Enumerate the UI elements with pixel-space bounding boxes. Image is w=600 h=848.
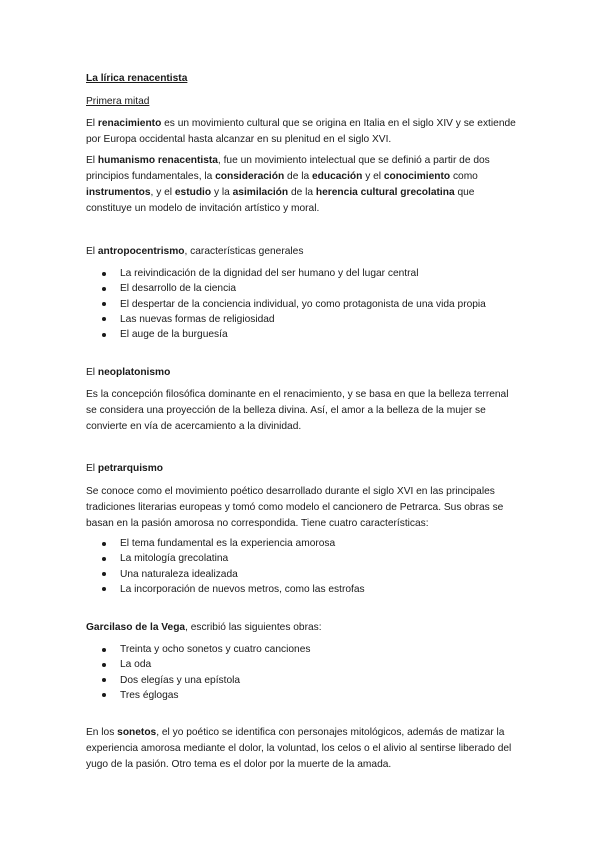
text-run: , características generales — [184, 246, 304, 257]
text-run: de la — [288, 187, 316, 198]
list-item: Las nuevas formas de religiosidad — [86, 312, 522, 327]
bold-term: estudio — [174, 187, 212, 198]
text-run: que constituye un modelo de invitación artístico y moral. — [86, 187, 475, 214]
list-antropocentrismo — [86, 266, 522, 342]
list-item: El auge de la burguesía — [86, 327, 522, 342]
text-run: , escribió las siguientes obras: — [185, 622, 322, 633]
section-heading-primera-mitad — [86, 94, 522, 110]
text-run: El — [86, 463, 98, 474]
list-petrarquismo — [86, 536, 522, 597]
paragraph-neoplatonismo: Es la concepción filosófica dominante en el renacimiento, y se basa en que la belleza terrenal se considera una proyección de la belleza divina. Así, el amor a la belleza de la mujer se convierte en vía de acercamiento a la divinidad. — [86, 389, 509, 432]
bold-term: consideración — [215, 171, 285, 182]
list-item: La reivindicación de la dignidad del ser humano y del lugar central — [86, 266, 522, 281]
heading-neoplatonismo — [86, 365, 522, 381]
list-item: La mitología grecolatina — [86, 551, 522, 566]
text-run: El — [86, 155, 98, 166]
subtitle-text: Primera mitad — [86, 96, 150, 107]
bold-term: renacimiento — [97, 118, 162, 129]
heading-garcilaso — [86, 620, 522, 636]
list-item: La oda — [86, 657, 522, 672]
paragraph-humanismo — [86, 153, 522, 217]
document-title — [86, 71, 522, 87]
bold-term: neoplatonismo — [97, 367, 171, 378]
list-item: Dos elegías y una epístola — [86, 673, 522, 688]
title-text: La lírica renacentista — [86, 73, 188, 84]
list-item: El desarrollo de la ciencia — [86, 281, 522, 296]
bold-term: sonetos — [117, 727, 157, 738]
list-garcilaso — [86, 642, 522, 703]
text-run: y la — [211, 187, 233, 198]
heading-antropocentrismo — [86, 244, 522, 260]
bold-term: instrumentos — [86, 187, 151, 198]
text-run: En los — [86, 727, 118, 738]
list-item: Treinta y ocho sonetos y cuatro canciones — [86, 642, 522, 657]
list-item: El tema fundamental es la experiencia amorosa — [86, 536, 522, 551]
text-run: , y el — [150, 187, 175, 198]
list-item: Tres églogas — [86, 688, 522, 703]
text-run: de la — [284, 171, 312, 182]
paragraph-petrarquismo: Se conoce como el movimiento poético desarrollado durante el siglo XVI en las principales tradiciones literarias europeas y tomó como modelo el cancionero de Petrarca. Sus obras se basan en la pasión amorosa no correspondida. Tiene cuatro características: — [86, 486, 504, 529]
bold-term: asimilación — [232, 187, 289, 198]
text-run: como — [450, 171, 478, 182]
bold-term: herencia cultural grecolatina — [315, 187, 455, 198]
bold-term: educación — [311, 171, 363, 182]
paragraph-renacimiento — [86, 116, 522, 148]
list-item: Una naturaleza idealizada — [86, 567, 522, 582]
paragraph-sonetos — [86, 725, 522, 773]
heading-petrarquismo — [86, 461, 522, 477]
text-run: , el yo poético se identifica con personajes mitológicos, además de matizar la experiencia amorosa mediante el dolor, la voluntad, los celos o el alivio al sentirse liberado del yugo de la pasión. Otro tema es el dolor por la muerte de la amada. — [86, 727, 512, 770]
text-run: y el — [362, 171, 384, 182]
bold-term: Garcilaso de la Vega — [86, 622, 186, 633]
bold-term: conocimiento — [383, 171, 451, 182]
text-run: es un movimiento cultural que se origina en Italia en el siglo XIV y se extiende por Europa occidental hasta alcanzar en su plenitud en el siglo XVI. — [86, 118, 516, 145]
list-item: La incorporación de nuevos metros, como las estrofas — [86, 582, 522, 597]
text-run: El — [86, 118, 98, 129]
bold-term: petrarquismo — [97, 463, 163, 474]
bold-term: humanismo renacentista — [97, 155, 218, 166]
list-item: El despertar de la conciencia individual, yo como protagonista de una vida propia — [86, 297, 522, 312]
text-run: El — [86, 367, 98, 378]
text-run: , fue un movimiento intelectual que se definió a partir de dos principios fundamentales, la — [86, 155, 490, 182]
bold-term: antropocentrismo — [97, 246, 185, 257]
text-run: El — [86, 246, 98, 257]
